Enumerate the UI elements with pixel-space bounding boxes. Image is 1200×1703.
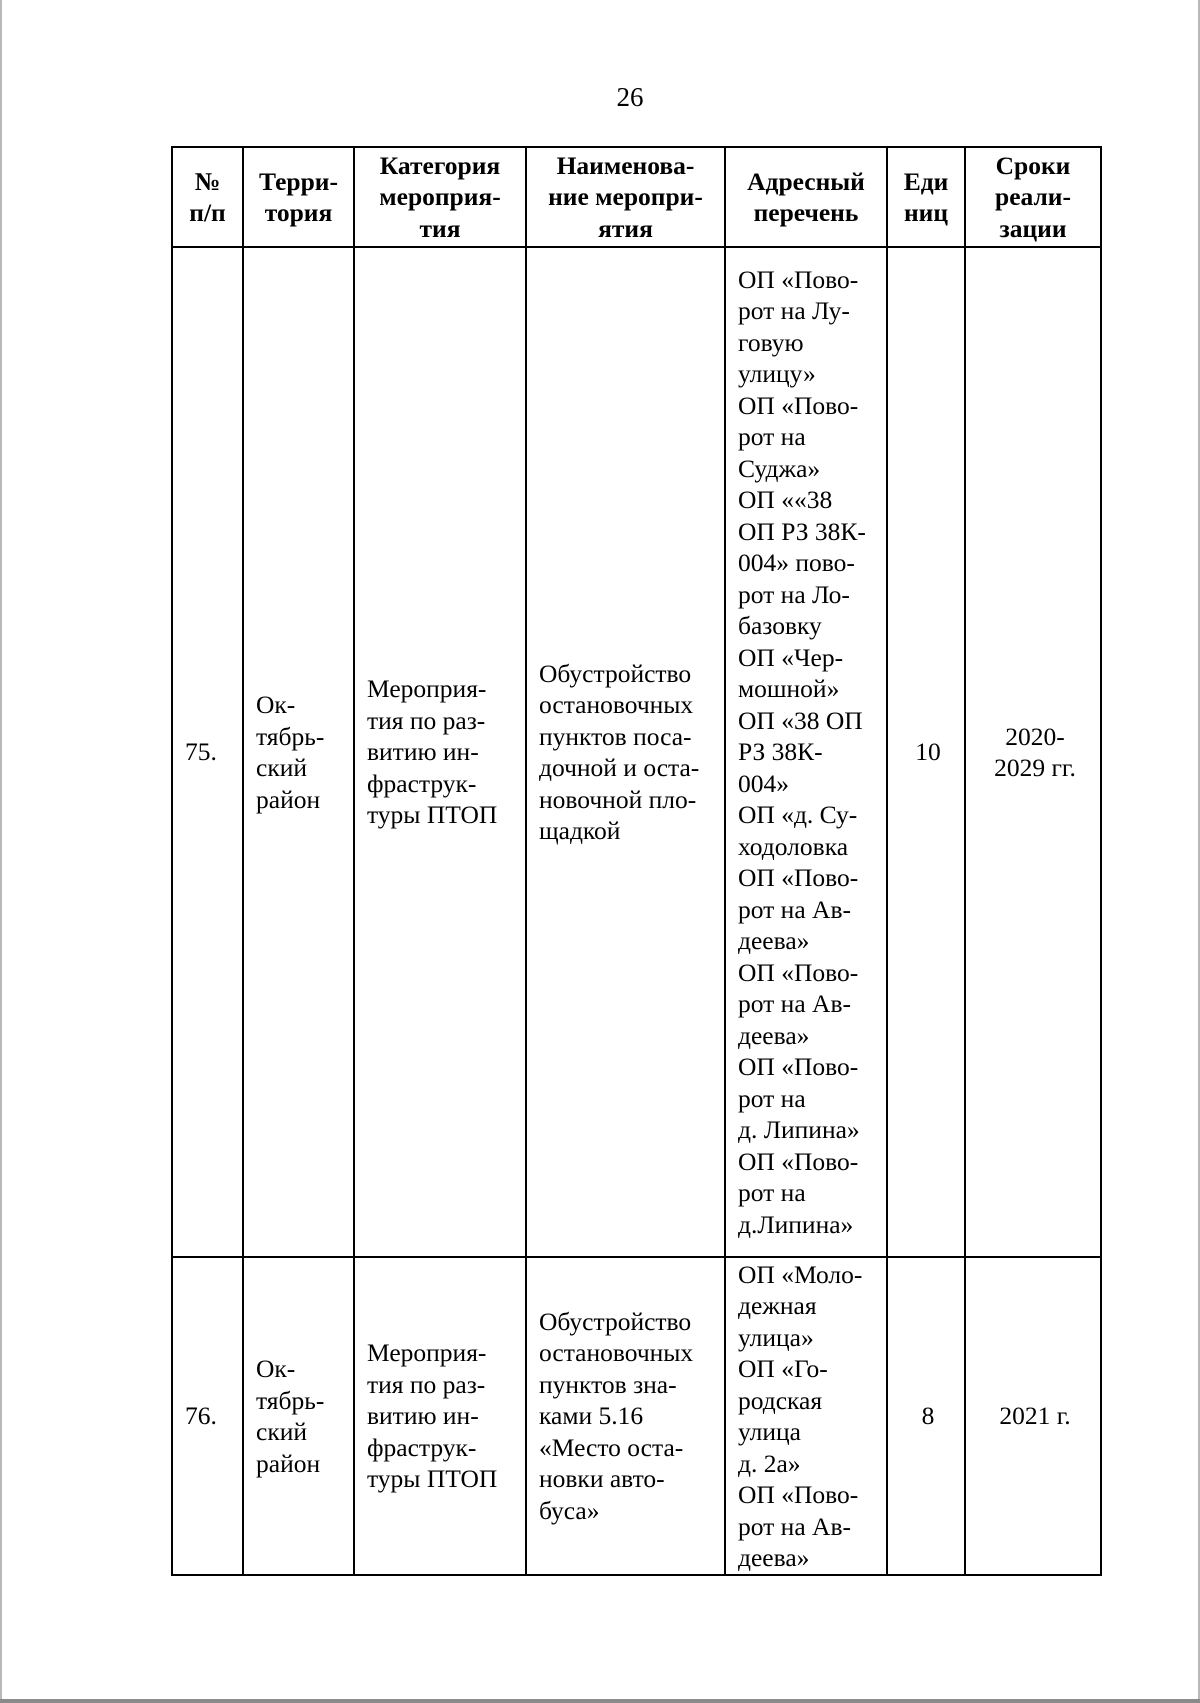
header-name (526, 147, 725, 247)
address-line: ОП РЗ 38К- (738, 516, 866, 546)
cell-line: щадкой (539, 816, 621, 845)
cell-line: ками 5.16 (539, 1401, 644, 1431)
cell-line: новочной пло- (539, 784, 697, 814)
header-category-line: тия (419, 213, 461, 243)
scan-edge-left (0, 0, 2, 1703)
address-line: ОП «Пово- (738, 390, 859, 420)
cell-line: остановочных (539, 690, 694, 719)
address-line: д.Липина» (738, 1209, 854, 1239)
cell-name (526, 1257, 725, 1575)
address-line: ОП «Пово- (738, 1146, 859, 1176)
cell-num: 75. (172, 247, 243, 1257)
header-units-line: ниц (903, 198, 949, 227)
header-term-line: Сроки (995, 150, 1071, 180)
header-address (725, 147, 887, 247)
address-line: ОП «38 ОП (738, 705, 863, 735)
cell-line: витию ин- (367, 1401, 479, 1431)
cell-line: 2029 гг. (994, 753, 1076, 782)
address-line: ОП «Пово- (738, 863, 859, 893)
cell-line: район (256, 784, 321, 814)
cell-line: Обустройство (539, 658, 692, 688)
address-line: ОП «Моло- (738, 1259, 863, 1289)
header-territory-line: тория (264, 198, 333, 227)
address-line: ОП «Пово- (738, 264, 859, 294)
address-line: рот на Ав- (738, 1511, 851, 1541)
cell-line: Обустройство (539, 1306, 692, 1336)
cell-line: буса» (539, 1495, 600, 1525)
cell-line: дочной и оста- (539, 753, 700, 782)
address-line: ОП «Пово- (738, 1052, 859, 1082)
address-line: рот на (738, 1083, 806, 1113)
cell-line: тия по раз- (367, 705, 486, 735)
header-units (887, 147, 965, 247)
address-line: 004» (738, 768, 789, 798)
cell-line: фраструк- (367, 768, 477, 798)
cell-line: Ок- (256, 690, 296, 719)
header-name-line: ние меропри- (548, 182, 703, 212)
address-line: д. Липина» (738, 1115, 860, 1145)
address-line: деева» (738, 926, 810, 956)
cell-line: район (256, 1448, 321, 1478)
cell-line: витию ин- (367, 737, 479, 767)
cell-line: фраструк- (367, 1432, 477, 1462)
cell-category (354, 247, 526, 1257)
cell-line: туры ПТОП (367, 1464, 498, 1494)
header-territory-line: Терри- (259, 166, 338, 196)
cell-address (725, 1257, 887, 1575)
address-line: ОП «Чер- (738, 642, 844, 672)
header-num (172, 147, 243, 247)
cell-line: «Место оста- (539, 1432, 684, 1462)
address-line: ходоловка (738, 831, 849, 861)
address-line: улица (738, 1417, 801, 1446)
activities-table (171, 146, 1102, 1576)
page-number: 26 (616, 82, 644, 112)
address-line: ОП «Пово- (738, 1480, 859, 1509)
cell-territory (243, 1257, 354, 1575)
cell-line: Ок- (256, 1354, 296, 1383)
cell-line: тябрь- (256, 721, 325, 751)
header-num-line: № (194, 166, 221, 196)
address-line: дежная (738, 1291, 817, 1320)
table-header-row (172, 147, 1101, 247)
address-line: рот на Ав- (738, 989, 851, 1019)
cell-line: тябрь- (256, 1385, 325, 1415)
address-line: улицу» (738, 359, 816, 389)
address-line: рот на (738, 422, 806, 452)
address-line: рот на Лу- (738, 296, 850, 326)
address-line: ОП ««38 (738, 485, 833, 515)
address-line: рот на Ло- (738, 579, 850, 609)
address-line: 004» пово- (738, 548, 855, 578)
header-address-line: перечень (753, 198, 859, 227)
header-units-line: Еди (903, 166, 949, 196)
address-line: деева» (738, 1543, 810, 1572)
header-term-line: реали- (995, 182, 1071, 212)
address-line: говую (738, 327, 804, 357)
address-line: рот на (738, 1178, 806, 1208)
cell-line: пунктов зна- (539, 1369, 677, 1399)
address-line: Суджа» (738, 453, 821, 483)
header-name-line: Наименова- (556, 150, 695, 180)
cell-line: пунктов поса- (539, 721, 692, 751)
address-line: улица» (738, 1322, 814, 1352)
cell-line: ский (256, 1417, 307, 1446)
header-term (965, 147, 1101, 247)
address-line: базовку (738, 611, 822, 641)
cell-line: тия по раз- (367, 1369, 486, 1399)
cell-line: ский (256, 753, 307, 782)
cell-territory (243, 247, 354, 1257)
cell-line: туры ПТОП (367, 800, 498, 830)
cell-num: 76. (172, 1257, 243, 1575)
address-line: рот на Ав- (738, 894, 851, 924)
cell-name (526, 247, 725, 1257)
cell-line: остановочных (539, 1338, 694, 1368)
header-address-line: Адресный (747, 166, 865, 196)
address-line: ОП «Го- (738, 1354, 828, 1383)
address-line: ОП «д. Су- (738, 800, 858, 830)
cell-line: новки авто- (539, 1464, 665, 1494)
cell-units: 8 (887, 1257, 965, 1575)
header-territory (243, 147, 354, 247)
address-line: ОП «Пово- (738, 957, 859, 987)
table-row (172, 1257, 1101, 1575)
table-row (172, 247, 1101, 1257)
address-line: деева» (738, 1020, 810, 1050)
address-line: мошной» (738, 674, 840, 704)
address-line: д. 2а» (738, 1448, 801, 1478)
header-num-line: п/п (189, 198, 226, 227)
header-term-line: зации (999, 213, 1067, 243)
header-name-line: ятия (598, 213, 653, 243)
cell-line: Мероприя- (367, 674, 487, 704)
cell-line: Мероприя- (367, 1338, 487, 1368)
cell-address (725, 247, 887, 1257)
address-line: РЗ 38К- (738, 737, 823, 767)
address-line: родская (738, 1385, 823, 1415)
cell-term (965, 1257, 1101, 1575)
header-category-line: мероприя- (379, 182, 501, 212)
cell-units: 10 (887, 247, 965, 1257)
header-category (354, 147, 526, 247)
cell-category (354, 1257, 526, 1575)
scan-edge-bottom (0, 1699, 1200, 1703)
cell-line: 2020- (1005, 721, 1065, 751)
cell-term (965, 247, 1101, 1257)
cell-line: 2021 г. (999, 1401, 1071, 1431)
header-category-line: Категория (379, 150, 501, 180)
